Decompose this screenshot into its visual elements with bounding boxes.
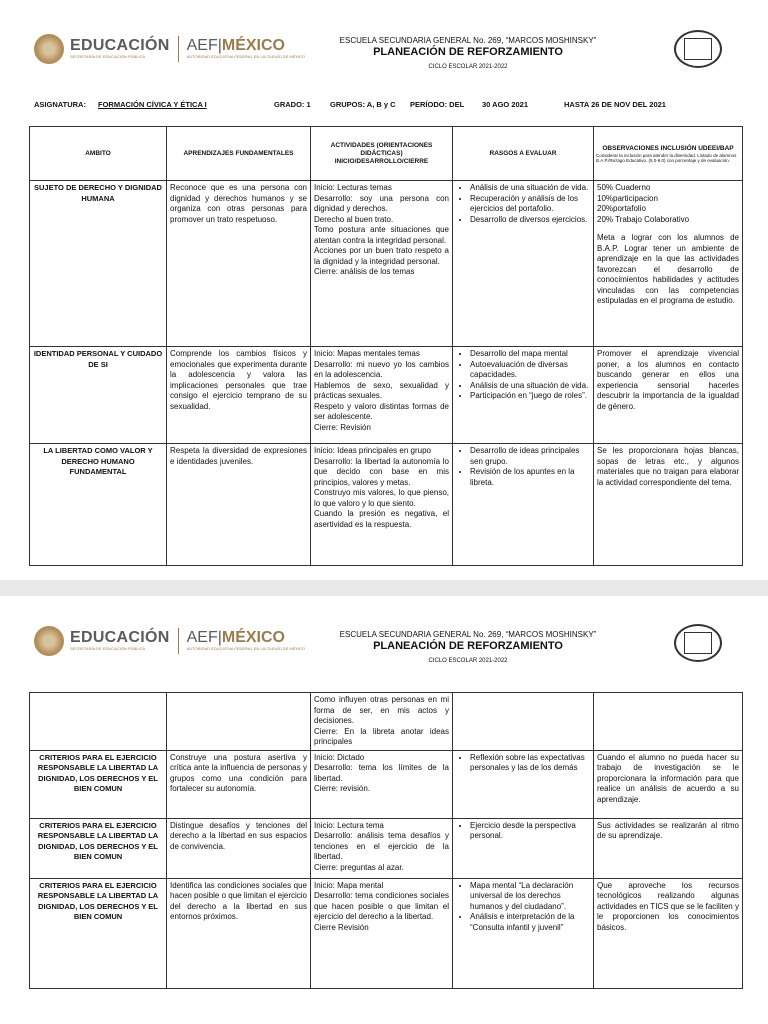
actividad-line: Tomo postura ante situaciones que atentan contra la integridad personal. (314, 225, 449, 245)
cell-aprendizaje: Distingue desafíos y tenciones del derecho a la libertad en sus espacios de convivencia. (167, 818, 311, 878)
rasgo-item: • Desarrollo de diversos ejercicios. (470, 215, 590, 226)
col-rasgos: RASGOS A EVALUAR (453, 127, 594, 181)
asignatura-value: FORMACIÓN CÍVICA Y ÉTICA I (98, 100, 207, 109)
cell-aprendizaje: Respeta la diversidad de expresiones e identidades juveniles. (167, 444, 311, 566)
rasgo-item: • Revisión de los apuntes en la libreta. (470, 467, 590, 488)
rasgo-item: • Desarrollo del mapa mental (470, 349, 590, 360)
actividad-line: Cierre: revisión. (314, 784, 371, 793)
rasgo-item: • Análisis e interpretación de la “Consulta infantil y juvenil” (470, 912, 590, 933)
aef-logo-text-2: AEF|MÉXICO (186, 629, 285, 646)
actividad-line: Acciones por un buen trato respeto a la dignidad y la integridad personal. (314, 246, 449, 266)
cell-ambito: CRITERIOS PARA EL EJERCICIO RESPONSABLE LA LIBERTAD LA DIGNIDAD, LOS DERECHOS Y EL BIEN COMUN (30, 750, 167, 818)
rasgo-item: • Desarrollo de ideas principales sen grupo. (470, 446, 590, 467)
cell-observaciones (594, 181, 743, 347)
actividad-line: Desarrollo: soy una persona con dignidad y derechos. (314, 193, 449, 213)
col-observaciones: OBSERVACIONES INCLUSIÓN UDEEI/BAP Considerar la inclusión para atender la diversidad. Listado de alumnos B.A.P./Rezago Educativo. (5.0-6.0) con porcentaje y de evaluación. (594, 127, 743, 181)
obs-line: 50% Cuaderno (597, 183, 651, 192)
obs-line: Meta a lograr con los alumnos de B.A.P. Lograr tener un ambiente de aprendizaje en la que las actividades favorezcan el desarrollo de conocimientos habilidades y actitudes vinculadas con las competencias estipuladas en el programa de estudio. (597, 233, 739, 305)
cell-ambito: CRITERIOS PARA EL EJERCICIO RESPONSABLE LA LIBERTAD LA DIGNIDAD, LOS DERECHOS Y EL BIEN COMUN (30, 818, 167, 878)
periodo-del: 30 AGO 2021 (482, 100, 528, 109)
actividad-line: Inicio: Lecturas temas (314, 183, 392, 192)
col-aprendizajes: APRENDIZAJES FUNDAMENTALES (167, 127, 311, 181)
actividad-line: Derecho al buen trato. (314, 214, 394, 224)
cell-actividades (311, 181, 453, 347)
cell-aprendizaje (167, 693, 311, 751)
actividad-line: Inicio: Mapas mentales temas (314, 349, 420, 358)
col-actividades: ACTIVIDADES (ORIENTACIONES DIDÁCTICAS) INICIO/DESARROLLO/CIERRE (311, 127, 453, 181)
obs-line: Cuando el alumno no pueda hacer su trabajo de investigación se le proporcionara la información para que realice un análisis de acuerdo a su aprendizaje. (597, 752, 739, 804)
planning-table (29, 126, 743, 566)
cell-rasgos (453, 693, 594, 751)
doc-title: PLANEACIÓN DE REFORZAMIENTO (373, 46, 563, 58)
table-row (30, 878, 743, 988)
cell-aprendizaje: Construye una postura asertiva y crítica ante la influencia de personas y grupos como una condición para fortalecer su autonomía. (167, 750, 311, 818)
actividad-line: Como influyen otras personas en mi forma de ser, en mis actos y decisiones. (314, 695, 449, 725)
table-row (30, 818, 743, 878)
rasgo-item: • Análisis de una situación de vida. (470, 381, 590, 392)
cell-aprendizaje: Identifica las condiciones sociales que hacen posible o que limitan el ejercicio del derecho a la libertad en sus entornos próximos. (167, 878, 311, 988)
actividad-line: Cierre: Revisión (314, 422, 371, 432)
cell-rasgos (453, 181, 594, 347)
actividad-line: Cuando la presión es negativa, el asertividad es la respuesta. (314, 509, 449, 529)
cell-rasgos (453, 347, 594, 444)
rasgo-item: • Mapa mental “La declaración universal de los derechos humanos y del ciudadano”. (470, 881, 590, 913)
cell-ambito: IDENTIDAD PERSONAL Y CUIDADO DE SI (30, 347, 167, 444)
cell-actividades (311, 347, 453, 444)
page-header-2 (0, 596, 768, 676)
edu-logo-sub: SECRETARÍA DE EDUCACIÓN PÚBLICA (70, 54, 146, 59)
obs-line: 20%portafolio (597, 204, 646, 213)
cell-actividades (311, 750, 453, 818)
obs-line (597, 225, 739, 233)
school-stamp-icon (674, 30, 722, 68)
obs-line: 20% Trabajo Colaborativo (597, 214, 690, 224)
actividad-line: Desarrollo: la libertad la autonomía lo que decido con base en mis principios, valores y metas. (314, 456, 449, 487)
cell-ambito: LA LIBERTAD COMO VALOR Y DERECHO HUMANO FUNDAMENTAL (30, 444, 167, 566)
rasgo-item: • Reflexión sobre las expectativas personales y las de los demás (470, 753, 590, 774)
page-header (0, 0, 768, 80)
obs-line: Promover el aprendizaje vivencial poner, a los alumnos en contacto buscando generar en ellos una experiencia sensorial hacerles descubrir la importancia de la igualdad de género. (597, 349, 739, 411)
rasgo-item: • Recuperación y análisis de los ejercicios del portafolio. (470, 194, 590, 215)
cell-rasgos (453, 818, 594, 878)
cell-observaciones (594, 878, 743, 988)
sep-seal-icon (34, 626, 64, 656)
table-row (30, 750, 743, 818)
cell-observaciones (594, 818, 743, 878)
cell-rasgos (453, 750, 594, 818)
aef-logo-sub-2: AUTORIDAD EDUCATIVA FEDERAL EN LA CIUDAD DE MÉXICO (186, 646, 306, 651)
cell-ambito: SUJETO DE DERECHO Y DIGNIDAD HUMANA (30, 181, 167, 347)
cell-actividades (311, 818, 453, 878)
edu-logo-sub-2: SECRETARÍA DE EDUCACIÓN PÚBLICA (70, 646, 146, 651)
actividad-line: Desarrollo: mi nuevo yo los cambios en la adolescencia. (314, 359, 449, 379)
school-year: CICLO ESCOLAR 2021-2022 (428, 64, 508, 70)
cell-actividades (311, 878, 453, 988)
rasgo-item: • Participación en “juego de roles”. (470, 391, 590, 402)
actividad-line: Desarrollo: tema los límites de la libertad. (314, 763, 449, 783)
page-2 (0, 596, 768, 1024)
school-stamp-icon (674, 624, 722, 662)
col-ambito: AMBITO (30, 127, 167, 181)
table-row (30, 347, 743, 444)
actividad-line: Desarrollo: análisis tema desafíos y tenciones en el ejercicio de la libertad. (314, 831, 449, 861)
actividad-line: Cierre: En la libreta anotar ideas principales (314, 726, 449, 746)
cell-observaciones (594, 347, 743, 444)
school-name: ESCUELA SECUNDARIA GENERAL No. 269, “MARCOS MOSHINSKY” (339, 36, 597, 45)
doc-title-2: PLANEACIÓN DE REFORZAMIENTO (373, 640, 563, 652)
cell-observaciones (594, 444, 743, 566)
cell-aprendizaje: Reconoce que es una persona con dignidad y derechos humanos y se organiza con otras personas para promover un trato respetuoso. (167, 181, 311, 347)
edu-logo-text: EDUCACIÓN (70, 37, 170, 54)
school-year-2: CICLO ESCOLAR 2021-2022 (428, 658, 508, 664)
cell-actividades (311, 444, 453, 566)
asignatura-label: ASIGNATURA: (34, 100, 86, 109)
cell-ambito (30, 693, 167, 751)
cell-observaciones (594, 750, 743, 818)
table-row (30, 444, 743, 566)
planning-table-2 (29, 692, 743, 989)
actividad-line: Inicio: Mapa mental (314, 880, 384, 890)
actividad-line: Cierre Revisión (314, 922, 369, 932)
actividad-line: Cierre: análisis de los temas (314, 267, 415, 276)
table-row (30, 693, 743, 751)
actividad-line: Construyo mis valores, lo que pienso, lo que valoro y lo que siento. (314, 488, 449, 508)
aef-logo-sub: AUTORIDAD EDUCATIVA FEDERAL EN LA CIUDAD DE MÉXICO (186, 54, 306, 59)
actividad-line: Respeto y valoro distintas formas de ser adolescente. (314, 401, 449, 421)
obs-line: Se les proporcionara hojas blancas, sopas de letras etc., y algunos materiales que no traigan para elaborar la actividad correspondiente del tema. (597, 446, 739, 487)
cell-rasgos (453, 444, 594, 566)
grado: GRADO: 1 (274, 100, 311, 109)
actividad-line: Hablemos de sexo, sexualidad y prácticas sexuales. (314, 380, 449, 400)
cell-rasgos (453, 878, 594, 988)
logo-block (34, 34, 305, 64)
actividad-line: Inicio: Lectura tema (314, 820, 384, 830)
obs-line: Que aproveche los recursos tecnológicos realizando algunas actividades en TICS que se le faciliten y le proporcionen los conocimientos básicos. (597, 880, 739, 932)
cell-aprendizaje: Comprende los cambios físicos y emocionales que experimenta durante la adolescencia y valora las implicaciones personales que trae consigo el ejercicio temprano de su sexualidad. (167, 347, 311, 444)
cell-ambito: CRITERIOS PARA EL EJERCICIO RESPONSABLE LA LIBERTAD LA DIGNIDAD, LOS DERECHOS Y EL BIEN COMUN (30, 878, 167, 988)
actividad-line: Desarrollo: tema condiciones sociales que hacen posible o que limitan el ejercicio del derecho a la libertad. (314, 891, 449, 921)
periodo-hasta: HASTA 26 DE NOV DEL 2021 (564, 100, 666, 109)
obs-line: Sus actividades se realizarán al ritmo de su aprendizaje. (597, 820, 739, 840)
obs-line: 10%participacion (597, 193, 658, 203)
actividad-line: Cierre: preguntas al azar. (314, 862, 404, 872)
rasgo-item: • Ejercicio desde la perspectiva personal. (470, 821, 590, 842)
cell-observaciones (594, 693, 743, 751)
cell-actividades (311, 693, 453, 751)
grupos: GRUPOS: A, B y C (330, 100, 396, 109)
rasgo-item: • Análisis de una situación de vida. (470, 183, 590, 194)
actividad-line: Inicio: Dictado (314, 752, 365, 762)
edu-logo-text-2: EDUCACIÓN (70, 629, 170, 646)
logo-block-2 (34, 626, 305, 656)
school-name-2: ESCUELA SECUNDARIA GENERAL No. 269, “MARCOS MOSHINSKY” (339, 630, 597, 639)
periodo: PERÍODO: DEL (410, 100, 465, 109)
sep-seal-icon (34, 34, 64, 64)
rasgo-item: • Autoevaluación de diversas capacidades. (470, 360, 590, 381)
actividad-line: Inicio: Ideas principales en grupo (314, 446, 431, 455)
aef-logo-text: AEF|MÉXICO (186, 37, 285, 54)
table-row (30, 181, 743, 347)
